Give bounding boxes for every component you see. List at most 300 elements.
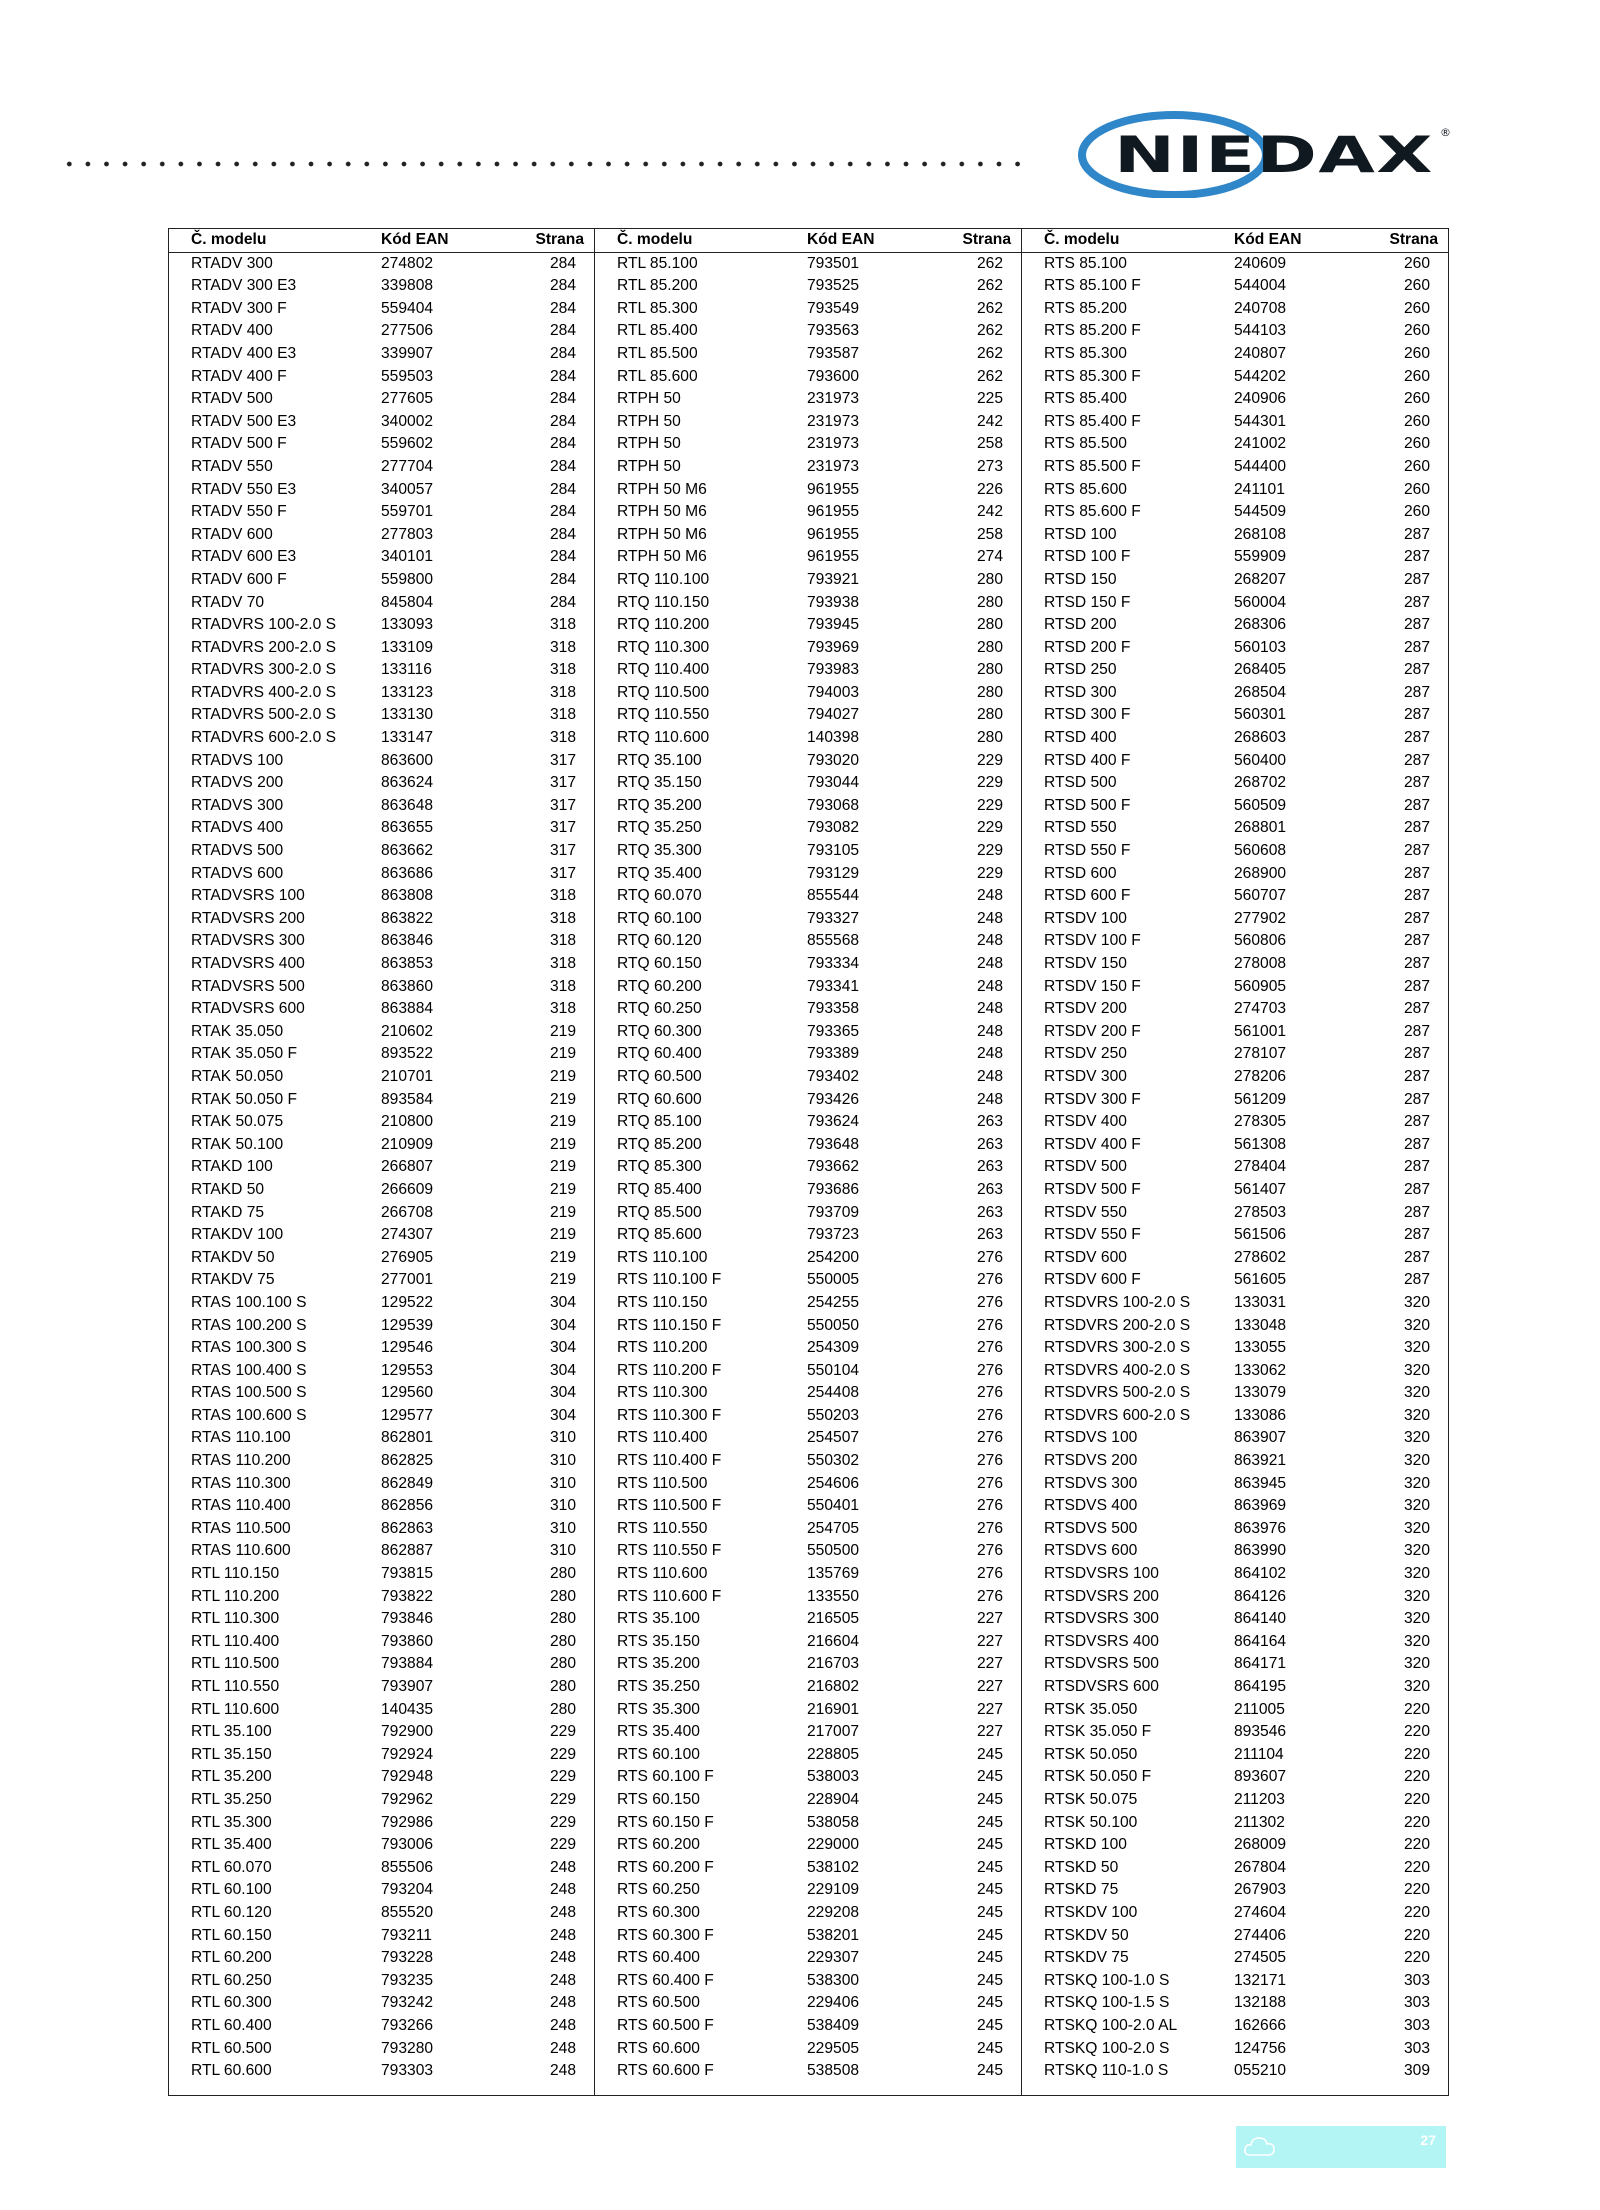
page-cell: 263 — [976, 1226, 1003, 1244]
model-cell: RTSKD 75 — [1044, 1881, 1119, 1899]
table-row — [169, 2060, 595, 2083]
page-cell: 320 — [1403, 1565, 1430, 1583]
model-cell: RTSKQ 100-1.5 S — [1044, 1994, 1170, 2012]
page-cell: 245 — [976, 1790, 1003, 1808]
ean-cell: 864126 — [1234, 1587, 1287, 1605]
model-cell: RTQ 110.150 — [617, 593, 710, 611]
table-row — [1022, 1676, 1449, 1699]
model-cell: RTL 60.600 — [191, 2062, 272, 2080]
table-row — [1022, 1947, 1449, 1970]
ean-cell: 893522 — [381, 1045, 434, 1063]
ean-cell: 550050 — [807, 1316, 860, 1334]
page-cell: 276 — [976, 1339, 1003, 1357]
model-cell: RTS 110.400 — [617, 1429, 708, 1447]
page-cell: 310 — [549, 1497, 576, 1515]
page-cell: 227 — [976, 1700, 1003, 1718]
model-cell: RTS 60.300 — [617, 1903, 700, 1921]
ean-cell: 339907 — [381, 344, 434, 362]
table-row — [169, 1450, 595, 1473]
ean-cell: 229406 — [807, 1994, 860, 2012]
model-cell: RTQ 110.300 — [617, 638, 710, 656]
table-row — [169, 298, 595, 321]
table-row — [1022, 1021, 1449, 1044]
table-row — [595, 885, 1022, 908]
model-cell: RTL 35.150 — [191, 1745, 272, 1763]
page-cell: 276 — [976, 1271, 1003, 1289]
model-cell: RTSD 100 — [1044, 525, 1117, 543]
table-row — [169, 659, 595, 682]
ean-cell: 793020 — [807, 751, 860, 769]
header-model: Č. modelu — [595, 229, 807, 253]
model-cell: RTS 85.500 F — [1044, 457, 1141, 475]
table-row — [595, 1247, 1022, 1270]
table-row — [169, 976, 595, 999]
ean-cell: 544509 — [1234, 503, 1287, 521]
page-cell: 304 — [549, 1293, 576, 1311]
table-row — [169, 1540, 595, 1563]
table-row — [1022, 953, 1449, 976]
ean-cell: 793280 — [381, 2039, 434, 2057]
ean-cell: 240807 — [1234, 344, 1287, 362]
model-cell: RTS 110.150 — [617, 1293, 708, 1311]
ean-cell: 133093 — [381, 616, 434, 634]
model-cell: RTADVSRS 100 — [191, 887, 305, 905]
model-cell: RTL 85.300 — [617, 299, 698, 317]
page-cell: 320 — [1403, 1429, 1430, 1447]
page-cell: 262 — [976, 322, 1003, 340]
ean-cell: 793068 — [807, 796, 860, 814]
page-cell: 248 — [976, 1067, 1003, 1085]
page-cell: 229 — [549, 1790, 576, 1808]
model-cell: RTADVS 200 — [191, 774, 284, 792]
ean-cell: 793426 — [807, 1090, 860, 1108]
page-cell: 229 — [549, 1723, 576, 1741]
table-row — [595, 1766, 1022, 1789]
ean-cell: 268900 — [1234, 864, 1287, 882]
page-cell: 248 — [976, 977, 1003, 995]
ean-cell: 216703 — [807, 1655, 860, 1673]
ean-cell: 229208 — [807, 1903, 860, 1921]
page-cell: 318 — [549, 729, 576, 747]
ean-cell: 793563 — [807, 322, 860, 340]
model-cell: RTQ 60.600 — [617, 1090, 702, 1108]
ean-cell: 268405 — [1234, 661, 1287, 679]
model-cell: RTADVSRS 500 — [191, 977, 305, 995]
table-row — [169, 1495, 595, 1518]
model-cell: RTS 35.150 — [617, 1632, 700, 1650]
ean-cell: 268207 — [1234, 570, 1287, 588]
page-cell: 280 — [549, 1700, 576, 1718]
model-cell: RTS 60.100 F — [617, 1768, 714, 1786]
table-row — [595, 1315, 1022, 1338]
model-cell: RTS 60.300 F — [617, 1926, 714, 1944]
ean-cell: 211203 — [1234, 1790, 1285, 1808]
ean-cell: 231973 — [807, 390, 860, 408]
ean-cell: 863884 — [381, 1000, 434, 1018]
model-cell: RTSD 200 F — [1044, 638, 1131, 656]
page-cell: 248 — [549, 1971, 576, 1989]
model-cell: RTS 85.400 — [1044, 390, 1127, 408]
registered-mark: ® — [1440, 126, 1451, 139]
ean-cell: 864102 — [1234, 1565, 1287, 1583]
model-cell: RTSDV 500 — [1044, 1158, 1127, 1176]
table-row — [1022, 1179, 1449, 1202]
table-row — [1022, 501, 1449, 524]
ean-cell: 560509 — [1234, 796, 1287, 814]
model-cell: RTSD 150 F — [1044, 593, 1131, 611]
model-cell: RTSDVSRS 300 — [1044, 1610, 1159, 1628]
ean-cell: 133055 — [1234, 1339, 1287, 1357]
model-cell: RTL 60.400 — [191, 2016, 272, 2034]
ean-cell: 560806 — [1234, 932, 1287, 950]
model-cell: RTS 60.400 F — [617, 1971, 714, 1989]
table-row — [1022, 1857, 1449, 1880]
table-row — [169, 1043, 595, 1066]
model-cell: RTQ 110.600 — [617, 729, 710, 747]
ean-cell: 550401 — [807, 1497, 860, 1515]
model-cell: RTSK 50.100 — [1044, 1813, 1138, 1831]
table-row — [595, 1721, 1022, 1744]
page-cell: 248 — [549, 1858, 576, 1876]
page-cell: 245 — [976, 1994, 1003, 2012]
table-row — [595, 1382, 1022, 1405]
ean-cell: 793303 — [381, 2062, 434, 2080]
table-row — [1022, 840, 1449, 863]
table-row — [169, 1518, 595, 1541]
table-row — [595, 1179, 1022, 1202]
table-row — [595, 1925, 1022, 1948]
page-cell: 276 — [976, 1316, 1003, 1334]
ean-cell: 863624 — [381, 774, 434, 792]
ean-cell: 254705 — [807, 1519, 860, 1537]
ean-cell: 863945 — [1234, 1474, 1287, 1492]
table-row — [169, 998, 595, 1021]
model-cell: RTSDV 300 — [1044, 1067, 1127, 1085]
ean-cell: 210909 — [381, 1135, 434, 1153]
page-cell: 287 — [1403, 1067, 1430, 1085]
page-cell: 260 — [1403, 435, 1430, 453]
model-cell: RTSDV 500 F — [1044, 1180, 1141, 1198]
table-row — [595, 1156, 1022, 1179]
table-row — [595, 546, 1022, 569]
page-cell: 287 — [1403, 1158, 1430, 1176]
model-cell: RTSDVS 300 — [1044, 1474, 1138, 1492]
page-cell: 229 — [976, 842, 1003, 860]
ean-cell: 133031 — [1234, 1293, 1287, 1311]
page-cell: 260 — [1403, 322, 1430, 340]
ean-cell: 863846 — [381, 932, 434, 950]
table-row — [595, 976, 1022, 999]
table-row — [169, 1111, 595, 1134]
model-cell: RTSDV 300 F — [1044, 1090, 1141, 1108]
model-cell: RTADVRS 500-2.0 S — [191, 706, 337, 724]
page-cell: 320 — [1403, 1384, 1430, 1402]
product-index — [168, 228, 1450, 2096]
table-row — [169, 1608, 595, 1631]
table-row — [169, 1292, 595, 1315]
table-row — [169, 2038, 595, 2061]
model-cell: RTSD 550 F — [1044, 842, 1131, 860]
ean-cell: 793044 — [807, 774, 860, 792]
page-cell: 304 — [549, 1339, 576, 1357]
page-cell: 284 — [549, 299, 576, 317]
ean-cell: 559602 — [381, 435, 434, 453]
model-cell: RTAK 50.100 — [191, 1135, 284, 1153]
table-row — [595, 1224, 1022, 1247]
page-cell: 280 — [549, 1678, 576, 1695]
model-cell: RTSKDV 75 — [1044, 1949, 1129, 1967]
ean-cell: 268702 — [1234, 774, 1287, 792]
table-row — [595, 727, 1022, 750]
table-row — [169, 2015, 595, 2038]
table-row — [595, 817, 1022, 840]
ean-cell: 211302 — [1234, 1813, 1285, 1831]
table-row — [1022, 704, 1449, 727]
ean-cell: 863662 — [381, 842, 434, 860]
model-cell: RTADV 600 F — [191, 570, 287, 588]
ean-cell: 229000 — [807, 1836, 860, 1854]
table-row — [595, 1066, 1022, 1089]
model-cell: RTQ 60.200 — [617, 977, 702, 995]
table-row — [1022, 1134, 1449, 1157]
table-row — [595, 998, 1022, 1021]
page-cell: 320 — [1403, 1339, 1430, 1357]
table-row — [169, 592, 595, 615]
page-cell: 280 — [976, 729, 1003, 747]
table-row — [595, 1427, 1022, 1450]
ean-cell: 793365 — [807, 1022, 860, 1040]
model-cell: RTSKQ 100-1.0 S — [1044, 1971, 1170, 1989]
table-row — [595, 1202, 1022, 1225]
table-row — [595, 320, 1022, 343]
model-cell: RTAK 35.050 — [191, 1022, 284, 1040]
model-cell: RTSDVS 500 — [1044, 1519, 1138, 1537]
page-cell: 287 — [1403, 570, 1430, 588]
table-row — [169, 1089, 595, 1112]
table-row — [169, 1382, 595, 1405]
model-cell: RTADVRS 600-2.0 S — [191, 729, 337, 747]
page-cell: 220 — [1403, 1881, 1430, 1899]
table-row — [169, 1021, 595, 1044]
table-row — [169, 524, 595, 547]
table-row — [595, 659, 1022, 682]
table-row — [595, 1518, 1022, 1541]
page-cell: 284 — [549, 390, 576, 408]
page-cell: 287 — [1403, 887, 1430, 905]
table-row — [1022, 2038, 1449, 2061]
table-row — [595, 1834, 1022, 1857]
table-row — [169, 614, 595, 637]
ean-cell: 129577 — [381, 1406, 434, 1424]
model-cell: RTS 110.400 F — [617, 1452, 722, 1470]
page-cell: 318 — [549, 638, 576, 656]
ean-cell: 793624 — [807, 1113, 860, 1131]
table-row — [1022, 659, 1449, 682]
ean-cell: 340002 — [381, 412, 434, 430]
page-cell: 276 — [976, 1452, 1003, 1470]
header-ean: Kód EAN — [1234, 229, 1344, 253]
page-cell: 245 — [976, 1745, 1003, 1763]
table-row — [1022, 817, 1449, 840]
model-cell: RTS 110.300 F — [617, 1406, 722, 1424]
model-cell: RTL 60.500 — [191, 2039, 272, 2057]
table-row — [169, 1427, 595, 1450]
model-cell: RTQ 110.400 — [617, 661, 710, 679]
model-cell: RTS 60.150 — [617, 1790, 700, 1808]
model-cell: RTSDV 400 — [1044, 1113, 1127, 1131]
ean-cell: 793945 — [807, 616, 860, 634]
ean-cell: 561308 — [1234, 1135, 1287, 1153]
ean-cell: 893546 — [1234, 1723, 1287, 1741]
page-cell: 248 — [549, 2039, 576, 2057]
ean-cell: 133130 — [381, 706, 434, 724]
ean-cell: 231973 — [807, 457, 860, 475]
model-cell: RTADVS 400 — [191, 819, 284, 837]
model-cell: RTQ 35.400 — [617, 864, 702, 882]
table-row — [1022, 1111, 1449, 1134]
model-cell: RTADV 400 — [191, 322, 273, 340]
table-row — [169, 772, 595, 795]
table-row — [595, 1857, 1022, 1880]
page-cell: 287 — [1403, 1271, 1430, 1289]
ean-cell: 560608 — [1234, 842, 1287, 860]
model-cell: RTPH 50 M6 — [617, 525, 707, 543]
table-row — [1022, 366, 1449, 389]
table-row — [169, 637, 595, 660]
page-cell: 284 — [549, 412, 576, 430]
ean-cell: 863907 — [1234, 1429, 1287, 1447]
table-row — [169, 704, 595, 727]
table-row — [169, 682, 595, 705]
ean-cell: 792900 — [381, 1723, 434, 1741]
page-cell: 219 — [549, 1135, 576, 1153]
model-cell: RTADVS 600 — [191, 864, 284, 882]
model-cell: RTSD 300 F — [1044, 706, 1131, 724]
model-cell: RTL 110.150 — [191, 1565, 280, 1583]
page-cell: 263 — [976, 1158, 1003, 1176]
niedax-logo — [1078, 108, 1456, 198]
page-cell: 304 — [549, 1361, 576, 1379]
model-cell: RTQ 110.200 — [617, 616, 710, 634]
model-cell: RTADV 70 — [191, 593, 265, 611]
table-row — [595, 930, 1022, 953]
model-cell: RTL 60.150 — [191, 1926, 272, 1944]
table-row — [169, 1156, 595, 1179]
ean-cell: 268306 — [1234, 616, 1287, 634]
table-row — [169, 388, 595, 411]
model-cell: RTADV 500 F — [191, 435, 287, 453]
model-cell: RTQ 110.500 — [617, 683, 710, 701]
model-cell: RTAKDV 100 — [191, 1226, 284, 1244]
table-row — [169, 501, 595, 524]
ean-cell: 133109 — [381, 638, 434, 656]
ean-cell: 855544 — [807, 887, 860, 905]
table-row — [169, 908, 595, 931]
page-cell: 287 — [1403, 1180, 1430, 1198]
page-cell: 219 — [549, 1271, 576, 1289]
ean-cell: 863969 — [1234, 1497, 1287, 1515]
table-row — [1022, 252, 1449, 275]
model-cell: RTAS 100.500 S — [191, 1384, 307, 1402]
ean-cell: 544103 — [1234, 322, 1287, 340]
model-cell: RTADVRS 200-2.0 S — [191, 638, 337, 656]
model-cell: RTADVSRS 200 — [191, 909, 305, 927]
model-cell: RTSKD 100 — [1044, 1836, 1127, 1854]
table-row — [169, 275, 595, 298]
model-cell: RTS 60.500 — [617, 1994, 700, 2012]
page-cell: 260 — [1403, 344, 1430, 362]
page-cell: 303 — [1403, 2039, 1430, 2057]
page-cell: 276 — [976, 1497, 1003, 1515]
page-cell: 320 — [1403, 1632, 1430, 1650]
header-page: Strana — [1344, 229, 1449, 253]
table-row — [169, 252, 595, 275]
page-cell: 287 — [1403, 548, 1430, 566]
model-cell: RTS 35.400 — [617, 1723, 700, 1741]
ean-cell: 278404 — [1234, 1158, 1287, 1176]
table-row — [1022, 343, 1449, 366]
model-cell: RTSDV 600 — [1044, 1248, 1127, 1266]
table-row — [595, 388, 1022, 411]
model-cell: RTSD 300 — [1044, 683, 1117, 701]
table-row — [1022, 682, 1449, 705]
table-row — [169, 1247, 595, 1270]
model-cell: RTS 60.500 F — [617, 2016, 714, 2034]
ean-cell: 863976 — [1234, 1519, 1287, 1537]
ean-cell: 228904 — [807, 1790, 860, 1808]
page-cell: 317 — [549, 751, 576, 769]
page-cell: 248 — [976, 1022, 1003, 1040]
model-cell: RTQ 60.300 — [617, 1022, 702, 1040]
ean-cell: 274406 — [1234, 1926, 1287, 1944]
ean-cell: 855520 — [381, 1903, 434, 1921]
page-cell: 317 — [549, 796, 576, 814]
page-cell: 320 — [1403, 1452, 1430, 1470]
table-row — [1022, 2060, 1449, 2083]
model-cell: RTL 60.200 — [191, 1949, 272, 1967]
page-cell: 303 — [1403, 2016, 1430, 2034]
ean-cell: 210701 — [381, 1067, 434, 1085]
page-cell: 287 — [1403, 1045, 1430, 1063]
table-row — [169, 1315, 595, 1338]
table-row — [1022, 479, 1449, 502]
model-cell: RTQ 60.070 — [617, 887, 702, 905]
ean-cell: 339808 — [381, 277, 434, 295]
model-cell: RTSD 500 F — [1044, 796, 1131, 814]
ean-cell: 267804 — [1234, 1858, 1287, 1876]
model-cell: RTAK 35.050 F — [191, 1045, 298, 1063]
model-cell: RTPH 50 M6 — [617, 480, 707, 498]
page-cell: 248 — [976, 1045, 1003, 1063]
page-cell: 320 — [1403, 1587, 1430, 1605]
ean-cell: 538058 — [807, 1813, 860, 1831]
ean-cell: 863822 — [381, 909, 434, 927]
ean-cell: 538102 — [807, 1858, 860, 1876]
page-cell: 284 — [549, 525, 576, 543]
table-row — [169, 750, 595, 773]
model-cell: RTSD 550 — [1044, 819, 1117, 837]
ean-cell: 229307 — [807, 1949, 860, 1967]
ean-cell: 794003 — [807, 683, 860, 701]
ean-cell: 133116 — [381, 661, 432, 679]
ean-cell: 864195 — [1234, 1678, 1287, 1695]
table-row — [169, 885, 595, 908]
table-row — [169, 433, 595, 456]
table-row — [595, 1653, 1022, 1676]
table-row — [1022, 592, 1449, 615]
ean-cell: 793969 — [807, 638, 860, 656]
model-cell: RTAS 100.200 S — [191, 1316, 307, 1334]
